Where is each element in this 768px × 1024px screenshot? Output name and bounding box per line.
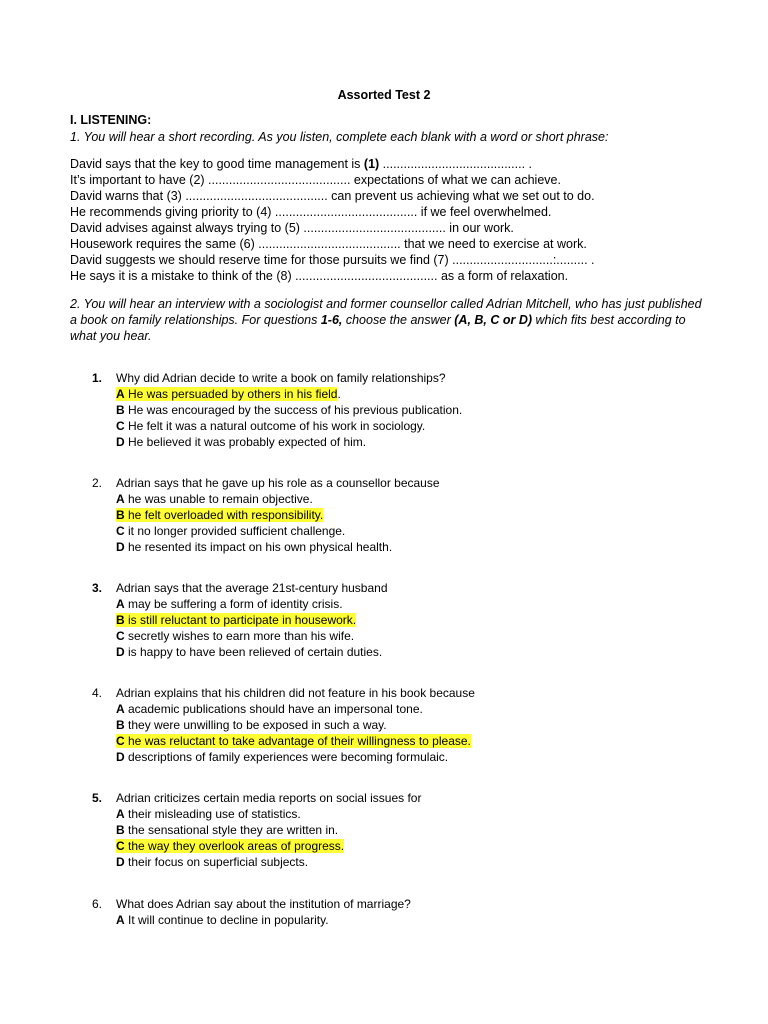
question-number: 1.	[92, 371, 103, 385]
answer-option-a	[116, 596, 652, 612]
question-number: 3.	[92, 581, 103, 595]
question-body	[116, 580, 652, 660]
option-letter: C	[116, 629, 125, 643]
highlighted-answer: C the way they overlook areas of progress.	[116, 839, 345, 853]
gap-line-4: He recommends giving priority to (4) ......................................... if we feel overwhelmed.	[70, 205, 552, 219]
answer-tail: .	[337, 387, 341, 401]
option-letter: A	[116, 387, 125, 401]
question-text: Why did Adrian decide to write a book on family relationships?	[116, 371, 446, 385]
question-text: Adrian criticizes certain media reports on social issues for	[116, 791, 422, 805]
answer-text: D is happy to have been relieved of certain duties.	[116, 645, 383, 659]
instruction-2	[70, 296, 710, 344]
question-number: 5.	[92, 791, 103, 805]
gap-line-text: ......................................... .	[379, 157, 532, 171]
answer-option-d	[116, 434, 652, 450]
option-letter: D	[116, 855, 125, 869]
answer-option-b	[116, 507, 652, 523]
instruction-bold: 1-6,	[320, 313, 343, 327]
instruction-text: which fits best according to what you hear.	[70, 313, 686, 343]
highlighted-answer: B he felt overloaded with responsibility.	[116, 508, 324, 522]
answer-option-d	[116, 539, 652, 555]
option-letter: C	[116, 839, 125, 853]
option-letter: C	[116, 419, 125, 433]
question-body	[116, 896, 652, 928]
answer-option-b	[116, 717, 652, 733]
answer-option-a	[116, 806, 652, 822]
answer-option-d	[116, 854, 652, 870]
instruction-bold: (A, B, C or D)	[454, 313, 533, 327]
option-letter: B	[116, 508, 125, 522]
option-letter: B	[116, 823, 125, 837]
question-text: What does Adrian say about the institution of marriage?	[116, 897, 411, 911]
question-body	[116, 475, 652, 555]
answer-option-a	[116, 912, 652, 928]
option-letter: D	[116, 540, 125, 554]
answer-option-a	[116, 701, 652, 717]
option-letter: A	[116, 597, 125, 611]
gap-line-3: David warns that (3) ......................................... can prevent us achieving what we set out to do.	[70, 189, 595, 203]
answer-text: D their focus on superficial subjects.	[116, 855, 309, 869]
question-text: Adrian says that he gave up his role as a counsellor because	[116, 476, 440, 490]
highlighted-answer: C he was reluctant to take advantage of their willingness to please.	[116, 734, 471, 748]
answer-option-d	[116, 644, 652, 660]
answer-text: A It will continue to decline in popularity.	[116, 913, 329, 927]
answer-text: D he resented its impact on his own physical health.	[116, 540, 393, 554]
option-letter: D	[116, 435, 125, 449]
highlighted-answer: B is still reluctant to participate in housework.	[116, 613, 357, 627]
answer-text: B the sensational style they are written in.	[116, 823, 339, 837]
question-5	[92, 790, 652, 870]
gap-line-8: He says it is a mistake to think of the (8) ......................................... as a form of relaxation.	[70, 269, 569, 283]
answer-text: A academic publications should have an impersonal tone.	[116, 702, 423, 716]
highlighted-answer: A He was persuaded by others in his field	[116, 387, 338, 401]
instruction-text: choose the answer	[342, 313, 455, 327]
answer-option-c	[116, 628, 652, 644]
answer-text: C it no longer provided sufficient challenge.	[116, 524, 346, 538]
gap-line-2: It’s important to have (2) ......................................... expectations of what we can achieve.	[70, 173, 561, 187]
answer-text: D descriptions of family experiences were becoming formulaic.	[116, 750, 449, 764]
option-letter: B	[116, 718, 125, 732]
gap-line-text: David says that the key to good time management is	[70, 157, 364, 171]
gap-fill-list	[70, 156, 595, 284]
option-letter: A	[116, 492, 125, 506]
option-letter: C	[116, 524, 125, 538]
answer-option-d	[116, 749, 652, 765]
answer-text: D He believed it was probably expected of him.	[116, 435, 367, 449]
option-letter: D	[116, 645, 125, 659]
answer-text: A their misleading use of statistics.	[116, 807, 301, 821]
option-letter: C	[116, 734, 125, 748]
option-letter: B	[116, 613, 125, 627]
option-letter: D	[116, 750, 125, 764]
gap-line-5: David advises against always trying to (5) ......................................... in our work.	[70, 221, 514, 235]
answer-option-b	[116, 402, 652, 418]
question-1	[92, 370, 652, 450]
answer-text: C He felt it was a natural outcome of his work in sociology.	[116, 419, 426, 433]
page-title: Assorted Test 2	[337, 88, 431, 102]
question-number: 4.	[92, 686, 103, 700]
answer-text: A he was unable to remain objective.	[116, 492, 313, 506]
question-number: 6.	[92, 897, 103, 911]
answer-option-c	[116, 838, 652, 854]
gap-number: (1)	[363, 157, 380, 171]
answer-text: B they were unwilling to be exposed in such a way.	[116, 718, 387, 732]
section-heading: I. LISTENING:	[70, 113, 152, 127]
answer-option-c	[116, 523, 652, 539]
gap-line-7: David suggests we should reserve time for those pursuits we find (7) .............................:......... .	[70, 253, 595, 267]
question-body	[116, 685, 652, 765]
answer-option-c	[116, 733, 652, 749]
option-letter: A	[116, 913, 125, 927]
question-body	[116, 790, 652, 870]
answer-option-b	[116, 822, 652, 838]
gap-line-1	[70, 156, 595, 172]
question-text: Adrian explains that his children did not feature in his book because	[116, 686, 475, 700]
answer-option-a	[116, 386, 652, 402]
gap-line-6: Housework requires the same (6) ......................................... that we need to exercise at work.	[70, 237, 587, 251]
question-body	[116, 370, 652, 450]
answer-option-c	[116, 418, 652, 434]
answer-text: B He was encouraged by the success of his previous publication.	[116, 403, 463, 417]
question-text: Adrian says that the average 21st-century husband	[116, 581, 388, 595]
answer-text: A may be suffering a form of identity crisis.	[116, 597, 343, 611]
question-3	[92, 580, 652, 660]
question-6	[92, 896, 652, 928]
option-letter: B	[116, 403, 125, 417]
instruction-text: 2. You will hear an interview with a sociologist and former counsellor called Adrian Mitchell, who has just published a book on family relationships. For questions	[70, 297, 702, 327]
answer-option-b	[116, 612, 652, 628]
instruction-1: 1. You will hear a short recording. As you listen, complete each blank with a word or short phrase:	[70, 130, 609, 144]
option-letter: A	[116, 702, 125, 716]
question-number: 2.	[92, 476, 103, 490]
option-letter: A	[116, 807, 125, 821]
question-4	[92, 685, 652, 765]
answer-text: C secretly wishes to earn more than his wife.	[116, 629, 355, 643]
question-2	[92, 475, 652, 555]
answer-option-a	[116, 491, 652, 507]
